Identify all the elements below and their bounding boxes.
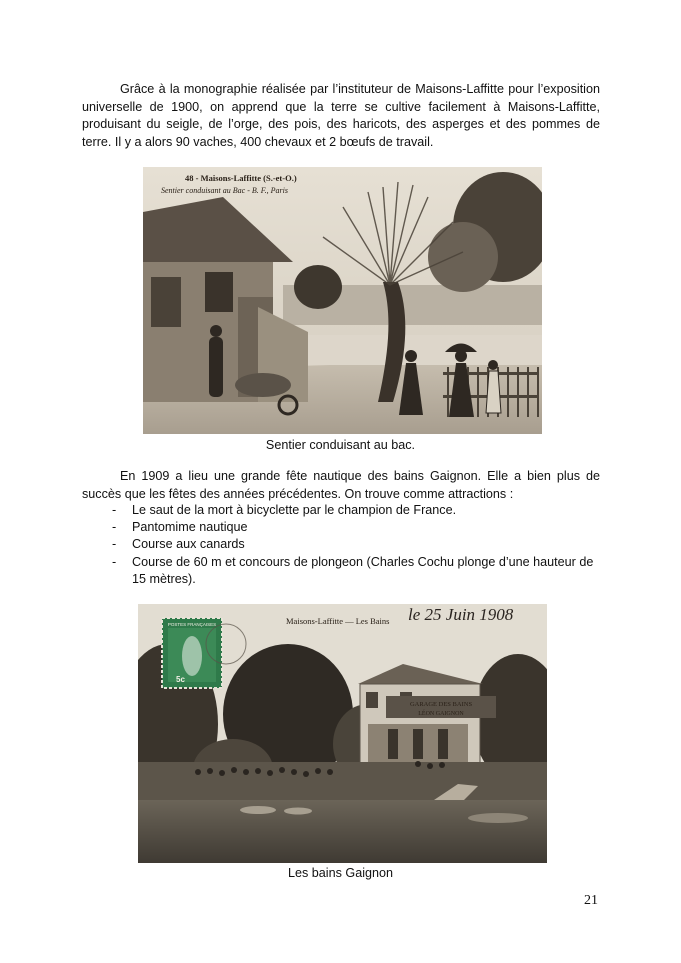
photo-bains-caption: Les bains Gaignon bbox=[287, 866, 394, 880]
bullet-marker: - bbox=[112, 537, 117, 552]
sign-line1: GARAGE DES BAINS bbox=[409, 701, 473, 708]
stamp-value: 5c bbox=[176, 675, 185, 684]
fete-paragraph bbox=[82, 468, 600, 503]
list-item-text: Le saut de la mort à bicyclette par le champion de France. bbox=[132, 503, 457, 517]
list-item bbox=[82, 502, 602, 519]
postcard-line2: Sentier conduisant au Bac - B. F., Paris bbox=[161, 186, 288, 195]
bullet-marker: - bbox=[112, 503, 117, 517]
postcard-line1: 48 - Maisons-Laffitte (S.-et-O.) bbox=[185, 173, 297, 183]
stamp-top: POSTES FRANÇAISES bbox=[167, 622, 217, 627]
attractions-list bbox=[82, 502, 602, 588]
list-item bbox=[82, 536, 602, 553]
fete-paragraph-text: En 1909 a lieu une grande fête nautique des bains Gaignon. Elle a bien plus de succès que les fêtes des années précédentes. On trouve comme attractions : bbox=[82, 469, 600, 501]
postcard2-title: Maisons-Laffitte — Les Bains bbox=[286, 616, 390, 626]
page-number: 21 bbox=[584, 893, 598, 908]
list-item bbox=[82, 554, 602, 588]
sign-line2: LÉON GAIGNON bbox=[418, 711, 464, 717]
bullet-marker: - bbox=[112, 520, 117, 535]
list-item bbox=[82, 519, 602, 536]
list-item-text: Course de 60 m et concours de plongeon (Charles Cochu plonge d’une hauteur de 15 mètres). bbox=[132, 554, 594, 586]
postcard-photo-bains bbox=[138, 604, 547, 863]
list-item-text: Course aux canards bbox=[132, 537, 245, 552]
list-item-text: Pantomime nautique bbox=[132, 520, 248, 535]
photo-sentier-image bbox=[143, 167, 542, 434]
bullet-marker: - bbox=[112, 554, 117, 569]
intro-paragraph bbox=[82, 81, 600, 151]
photo-sentier-caption: Sentier conduisant au bac. bbox=[265, 438, 416, 452]
handwritten-date: le 25 Juin 1908 bbox=[408, 605, 514, 624]
photo-bains-image bbox=[138, 604, 547, 863]
postcard-photo-sentier bbox=[143, 167, 542, 434]
intro-paragraph-text: Grâce à la monographie réalisée par l’instituteur de Maisons-Laffitte pour l’exposition universelle de 1900, on apprend que la terre se cultive facilement à Maisons-Laffitte, produisant du seigle, de l’orge, des pois, des haricots, des asperges et des pommes de terre. Il y a alors 90 vaches, 400 chevaux et 2 bœufs de travail. bbox=[82, 82, 600, 149]
